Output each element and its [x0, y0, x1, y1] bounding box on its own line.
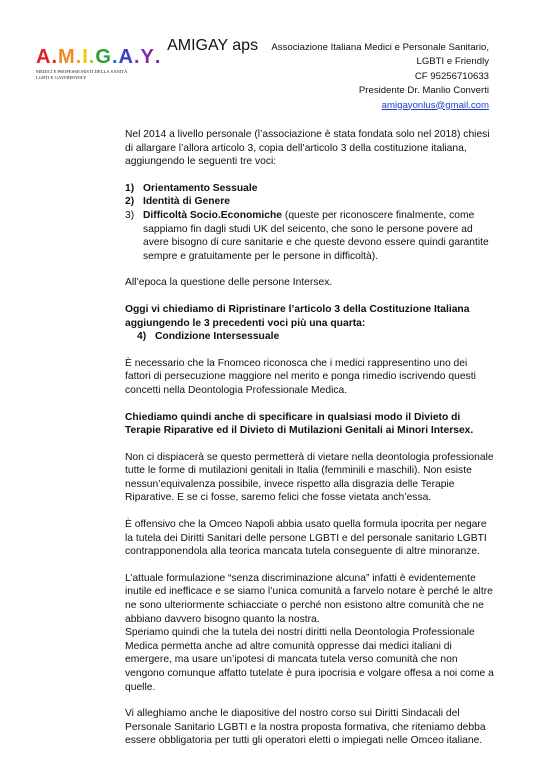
logo-letter: .	[154, 46, 162, 68]
logo-letter: M	[58, 46, 76, 68]
logo-letter: .	[111, 46, 119, 68]
logo-subtitle-line2: LGBTI E GAYFRIENDLY	[36, 75, 87, 80]
logo-letter: A	[36, 46, 52, 68]
paragraph-ban-request: Chiediamo quindi anche di specificare in qualsiasi modo il Divieto di Terapie Riparative ed il Divieto di Mutilazioni Genitali ai Minori Intersex.	[125, 411, 474, 437]
logo-subtitle	[36, 69, 166, 81]
requested-items-list	[125, 182, 495, 264]
request-item	[125, 330, 495, 344]
org-subtitle: LGBTI e Friendly	[416, 56, 489, 67]
president-name: Presidente Dr. Manlio Converti	[358, 85, 489, 96]
logo-letter: I	[82, 46, 89, 68]
paragraph-intersex: All’epoca la questione delle persone Intersex.	[125, 277, 333, 289]
amigay-logo	[36, 46, 166, 81]
list-item-title: Difficoltà Socio.Economiche	[143, 209, 283, 221]
letterhead	[167, 37, 489, 113]
list-item-number: 4)	[137, 331, 147, 343]
list-item	[125, 182, 495, 196]
logo-letter: .	[133, 46, 141, 68]
list-item-title: Orientamento Sessuale	[143, 182, 258, 194]
paragraph-mutilations: Non ci dispiacerà se questo permetterà di vietare nella deontologia professionale tutte le forme di mutilazioni genitali in Italia (femminili e maschili). Non esiste nessun’equivalenza possibile, invece rispetto alla disgrazia delle Terapie Riparative. E se ci fosse, saremo felici che fosse vietata anch’essa.	[125, 451, 494, 504]
logo-letter: .	[51, 46, 59, 68]
logo-letter: Y	[140, 46, 155, 68]
paragraph-formulation: L’attuale formulazione “senza discriminazione alcuna” infatti è evidentemente inutile ed inefficace e se siamo l’unica comunità a farvelo notare è perché le altre ne sono ulteriormente schiacciate o perché non esistono altre comunità che ne abbiano davvero bisogno quanto la nostra.	[125, 572, 493, 625]
logo-letter: A	[118, 46, 134, 68]
list-item-number: 3)	[125, 209, 135, 221]
list-item	[137, 330, 495, 344]
list-item-title: Condizione Intersessuale	[155, 331, 280, 343]
list-item-number: 1)	[125, 182, 135, 194]
paragraph-fnomceo: È necessario che la Fnomceo riconosca che i medici rappresentino uno dei fattori di persecuzione maggiore nel merito e ponga rimedio iscrivendo questi concetti nella Deontologia Professionale Medica.	[125, 357, 476, 396]
logo-letter: .	[88, 46, 96, 68]
paragraph-attachments: Vi alleghiamo anche le diapositive del nostro corso sui Diritti Sindacali del Personale Sanitario LGBTI e la nostra proposta formativa, che riteniamo debba essere obbligatoria per tutti gli operatori eletti o impiegati nelle Omceo italiane.	[125, 708, 486, 747]
org-description: Associazione Italiana Medici e Personale Sanitario,	[271, 42, 489, 53]
paragraph-request: Oggi vi chiediamo di Ripristinare l’articolo 3 della Costituzione Italiana aggiungendo le 3 precedenti voci più una quarta:	[125, 303, 470, 329]
list-item	[125, 209, 495, 263]
paragraph-omceo-napoli: È offensivo che la Omceo Napoli abbia usato quella formula ipocrita per negare la tutela dei Diritti Sanitari delle persone LGBTI e del personale sanitario LGBTI contrapponendola alla teorica mancata tutela conseguente di altre minoranze.	[125, 519, 487, 558]
org-name: AMIGAY aps	[167, 37, 259, 54]
letter-body	[125, 128, 495, 748]
email-link[interactable]: amigayonlus@gmail.com	[381, 99, 489, 111]
paragraph-intro: Nel 2014 a livello personale (l’associazione è stata fondata solo nel 2018) chiesi di allargare l’allora articolo 3, copia dell’articolo 3 della costituzione italiana, aggiungendo le seguenti tre voci:	[125, 129, 490, 168]
list-item-title: Identità di Genere	[143, 196, 230, 208]
logo-letter: G	[95, 46, 112, 68]
paragraph-hope: Speriamo quindi che la tutela dei nostri diritti nella Deontologia Professionale Medica permetta anche ad altre comunità oppresse dai medici italiani di emergere, ma usare un’ipotesi di mancata tutela verso comunità che non vengono comunque affatto tutelate è pura ipocrisia e volgare offesa a noi come a quelle.	[125, 627, 494, 693]
logo-wordmark	[36, 46, 166, 68]
tax-code: CF 95256710633	[414, 70, 489, 82]
logo-letter: .	[75, 46, 83, 68]
org-title-line	[167, 37, 489, 55]
list-item	[125, 195, 495, 209]
logo-subtitle-line1: MEDICI E PROFESSIONISTI DELLA SANITÀ	[36, 69, 128, 74]
list-item-text: (queste per riconoscere finalmente, come sappiamo fin dagli studi UK del seicento, che sono le persone povere ad avere bisogno di cure sanitarie e che queste devono essere quindi garantite sempre e gratuitamente per le persone in difficoltà).	[143, 209, 489, 262]
list-item-number: 2)	[125, 196, 135, 208]
